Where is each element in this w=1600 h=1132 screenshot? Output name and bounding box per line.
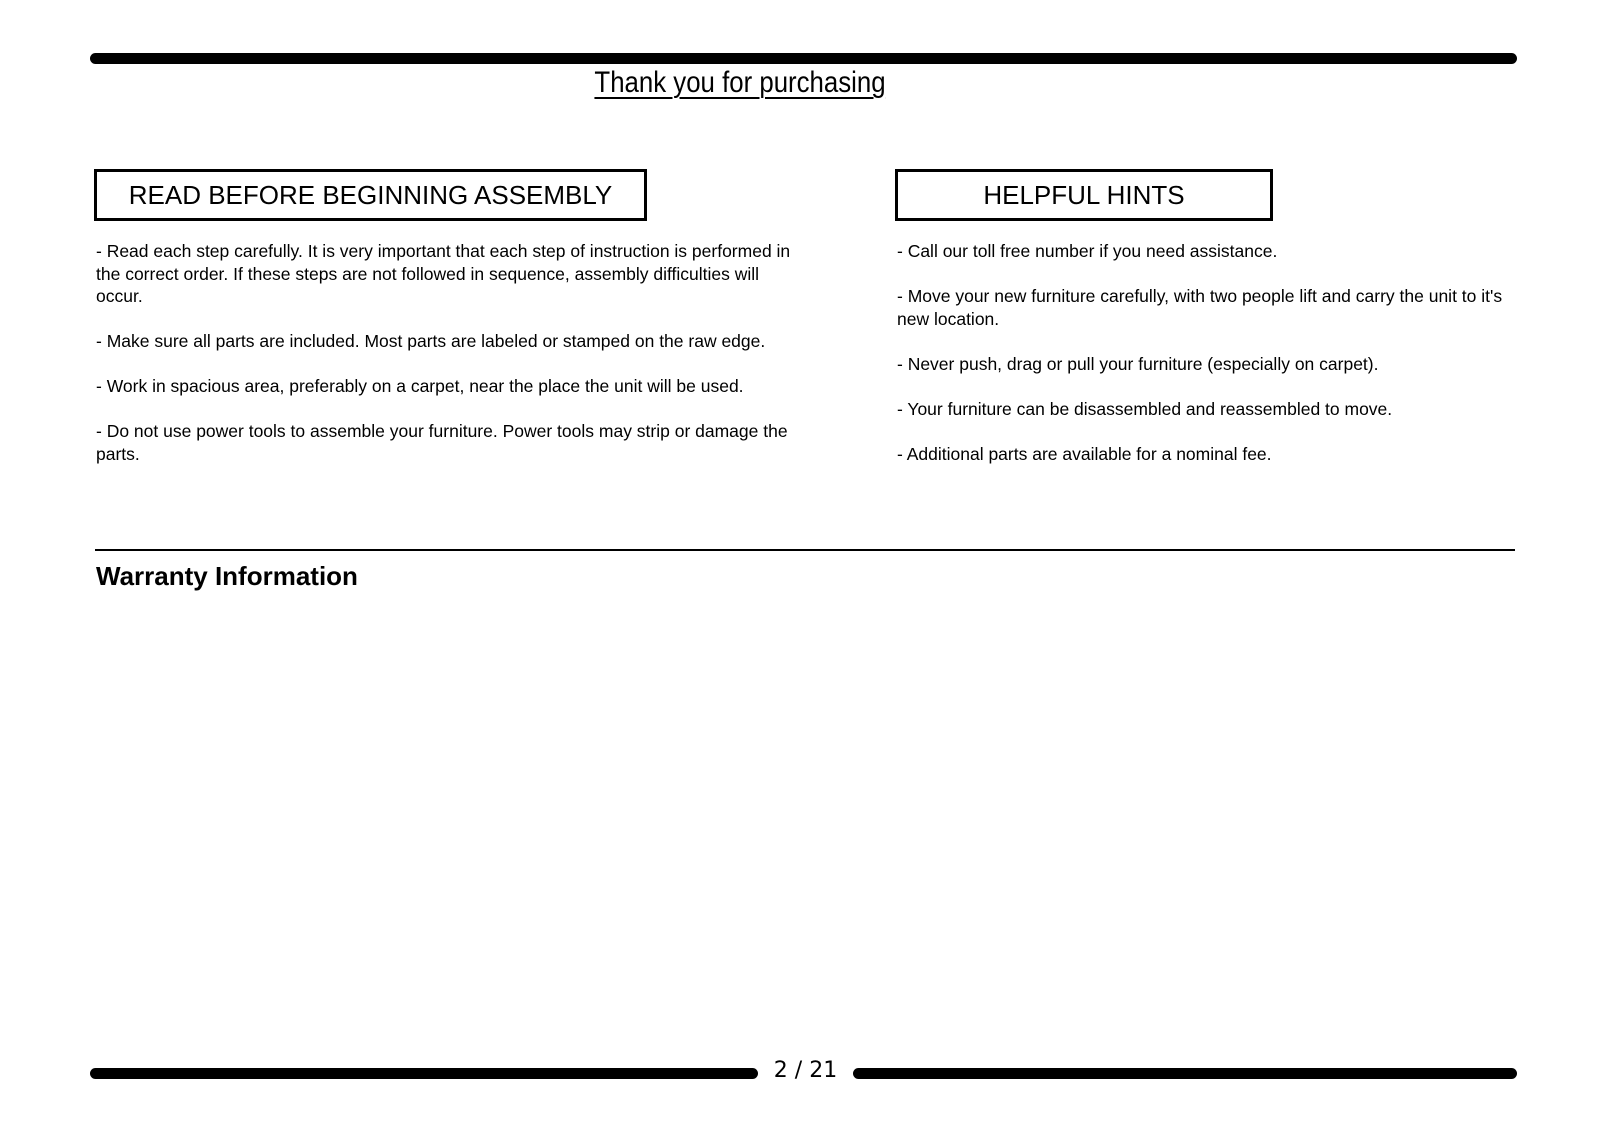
footer-divider-left [90,1068,758,1079]
read-before-assembly-heading: READ BEFORE BEGINNING ASSEMBLY [94,169,647,221]
warranty-heading: Warranty Information [96,561,358,591]
page-title: Thank you for purchasing [594,66,886,99]
assembly-instruction-item: - Read each step carefully. It is very important that each step of instruction is performed in the correct order. If these steps are not followed in sequence, assembly difficulties will occur. [96,241,791,306]
top-divider [90,53,1517,64]
read-before-assembly-list [96,240,801,488]
assembly-instruction-item: - Work in spacious area, preferably on a carpet, near the place the unit will be used. [96,376,744,396]
assembly-instruction-item: - Make sure all parts are included. Most parts are labeled or stamped on the raw edge. [96,331,766,351]
assembly-instruction-item: - Do not use power tools to assemble your furniture. Power tools may strip or damage the parts. [96,421,788,464]
hint-item: - Never push, drag or pull your furniture (especially on carpet). [897,353,1379,374]
helpful-hints-heading: HELPFUL HINTS [895,169,1273,221]
section-divider [95,549,1515,551]
helpful-hints-list [897,240,1512,488]
page-number: 2 / 21 [773,1058,838,1083]
hint-item: - Your furniture can be disassembled and reassembled to move. [897,398,1393,419]
hint-item: - Call our toll free number if you need assistance. [897,241,1278,261]
footer-divider-right [853,1068,1517,1079]
hint-item: - Additional parts are available for a nominal fee. [897,443,1272,464]
hint-item: - Move your new furniture carefully, with two people lift and carry the unit to it's new location. [897,286,1503,329]
